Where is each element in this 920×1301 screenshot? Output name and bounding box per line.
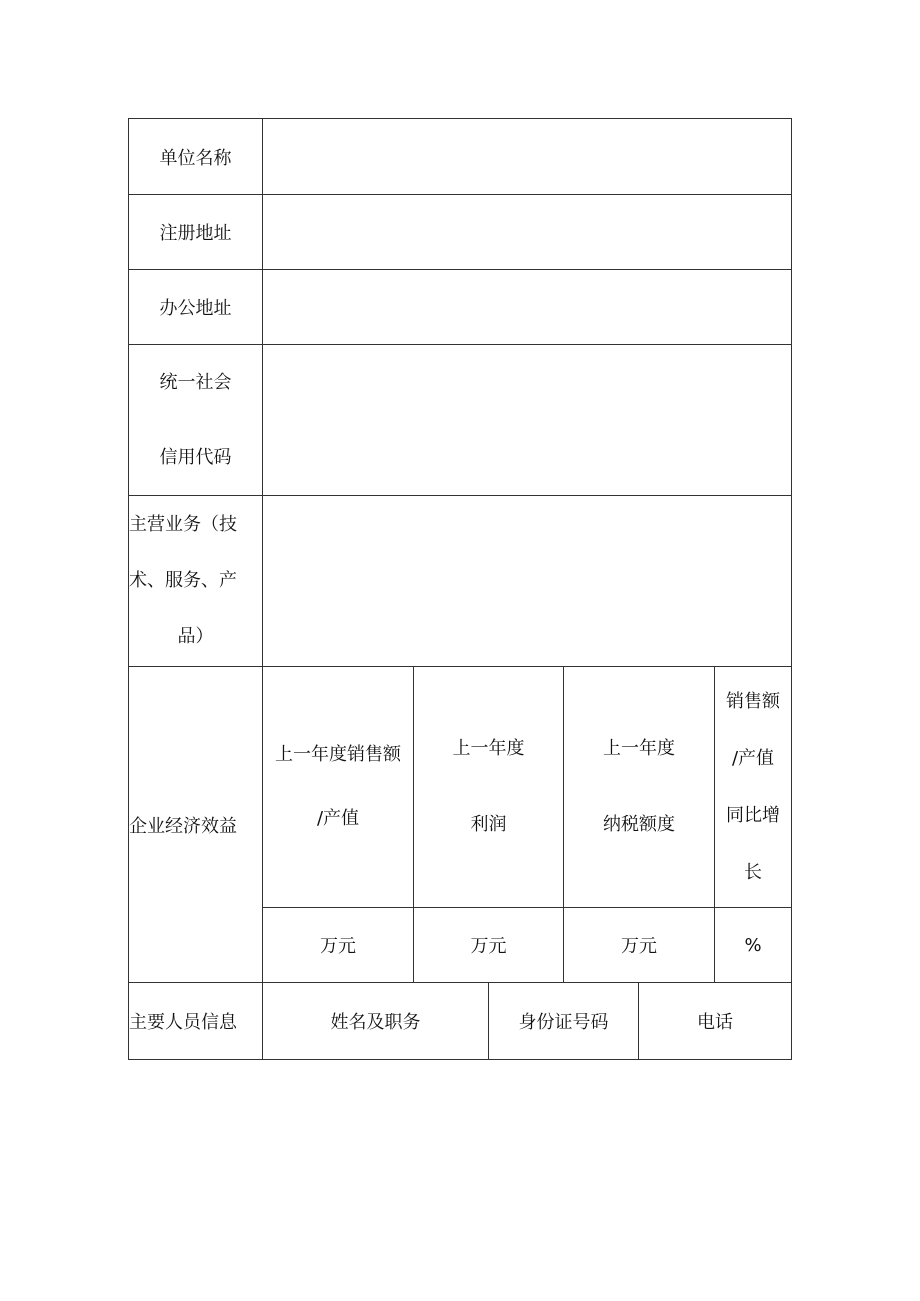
unit-percent: % xyxy=(744,934,762,956)
last-year-profit-line2: 利润 xyxy=(470,814,507,835)
last-year-tax-header xyxy=(564,667,715,908)
enterprise-info-form xyxy=(128,118,792,1060)
growth-line1: 销售额 xyxy=(726,691,781,712)
office-address-field[interactable] xyxy=(263,270,792,345)
unit-wan-1: 万元 xyxy=(320,936,356,957)
last-year-sales-line2: /产值 xyxy=(316,808,360,829)
credit-code-label-line2: 信用代码 xyxy=(159,447,232,468)
phone-header: 电话 xyxy=(639,983,792,1060)
main-business-label-line3: 品） xyxy=(177,626,214,647)
growth-value-field[interactable] xyxy=(715,908,792,983)
last-year-profit-header xyxy=(414,667,564,908)
main-business-label-line2: 术、服务、产 xyxy=(129,570,237,591)
profit-value-field[interactable] xyxy=(414,908,564,983)
main-business-field[interactable] xyxy=(263,496,792,667)
growth-line3: 同比增 xyxy=(726,805,781,826)
growth-line2: /产值 xyxy=(731,748,775,769)
main-business-label xyxy=(129,496,263,667)
unit-wan-3: 万元 xyxy=(621,936,657,957)
id-number-header: 身份证号码 xyxy=(489,983,639,1060)
credit-code-label-line1: 统一社会 xyxy=(159,372,232,393)
tax-value-field[interactable] xyxy=(564,908,715,983)
credit-code-field[interactable] xyxy=(263,345,792,496)
reg-address-field[interactable] xyxy=(263,195,792,270)
main-business-label-line1: 主营业务（技 xyxy=(129,514,237,535)
unit-name-label: 单位名称 xyxy=(129,119,263,195)
name-position-header: 姓名及职务 xyxy=(263,983,489,1060)
last-year-tax-line1: 上一年度 xyxy=(603,738,675,759)
last-year-sales-line1: 上一年度销售额 xyxy=(275,744,401,765)
credit-code-label xyxy=(129,345,263,496)
unit-wan-2: 万元 xyxy=(470,936,507,957)
last-year-tax-line2: 纳税额度 xyxy=(603,814,675,835)
last-year-sales-header xyxy=(263,667,414,908)
office-address-label: 办公地址 xyxy=(129,270,263,345)
unit-name-field[interactable] xyxy=(263,119,792,195)
reg-address-label: 注册地址 xyxy=(129,195,263,270)
personnel-label: 主要人员信息 xyxy=(129,983,263,1060)
growth-header xyxy=(715,667,792,908)
sales-value-field[interactable] xyxy=(263,908,414,983)
last-year-profit-line1: 上一年度 xyxy=(452,738,525,759)
growth-line4: 长 xyxy=(744,862,763,883)
economic-benefit-label: 企业经济效益 xyxy=(129,667,263,983)
